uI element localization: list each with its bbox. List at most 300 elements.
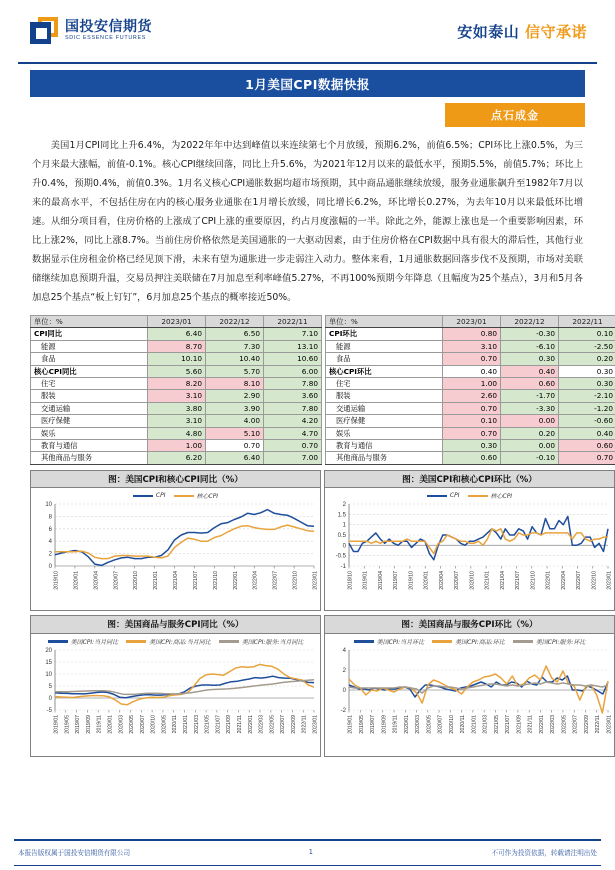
table-row (31, 365, 322, 377)
legend-item (133, 491, 166, 500)
row-value: 4.70 (264, 427, 322, 439)
chart-goods-services-yoy (30, 615, 321, 757)
svg-text:2022/09: 2022/09 (583, 714, 590, 734)
row-value: 4.80 (148, 427, 206, 439)
svg-text:2021/01: 2021/01 (153, 571, 160, 591)
row-value: 3.80 (148, 402, 206, 414)
svg-text:2022/11: 2022/11 (301, 714, 308, 734)
svg-text:2021/07: 2021/07 (515, 571, 522, 591)
table-row (31, 328, 322, 340)
chart-cpi-mom (324, 470, 615, 612)
svg-text:2020/04: 2020/04 (438, 571, 445, 591)
svg-text:2020/07: 2020/07 (454, 571, 461, 591)
svg-text:2020/01: 2020/01 (107, 714, 114, 734)
chart-legend (325, 634, 614, 646)
table-row (31, 402, 322, 414)
table-row (326, 427, 615, 439)
table-row (31, 427, 322, 439)
legend-item (174, 491, 219, 500)
row-value: 0.60 (443, 452, 501, 464)
svg-text:2019/04: 2019/04 (377, 571, 384, 591)
table-row (31, 452, 322, 464)
svg-text:2019/05: 2019/05 (64, 714, 71, 734)
row-value: 3.90 (206, 402, 264, 414)
legend-item (427, 491, 460, 500)
logo-mark-icon (30, 17, 58, 45)
logo-english-name: SDIC ESSENCE FUTURES (65, 35, 147, 41)
report-body-paragraph: 美国1月CPI同比上升6.4%，为2022年年中达到峰值以来连续第七个月放缓，预期6.2%，前值6.5%；CPI环比上涨0.5%，为三个月来最大涨幅，前值-0.1%。核心CPI继续回落，同比上升5.6%，为2021年12月以来的最低水平，预期5.5%，前值5.7%；环比上升0.4%，预期0.4%，前值0.3%。1月名义核心CPI通胀数据均超市场预期，其中商品通胀继续放缓，服务业通胀飙升至1982年7月以来的最高水平，不包括住房在内的核心服务业通胀在1月增长放缓，同比增长6.2%，环比增长0.27%，为去年10月以来最低环比增速。从细分项目看，住房价格的上涨成了CPI上涨的重要原因，约占月度涨幅的一半。除此之外，能源上涨也是一个重要影响因素，环比上涨2%，同比上涨8.7%。当前住房价格依然是美国通胀的一大驱动因素，由于住房价格在CPI数据中具有很大的滞后性，其他行业数据显示住房租金价格已经见顶下滑，未来有望为通胀进一步走弱注入动力。整体来看，1月通胀数据回落步伐不及预期，市场对美联储继续加息预期升温，交易员押注美联储在7月加息至利率峰值5.27%，不再100%预期今年降息（且幅度为25个基点），3月和5月各加息25个基点“板上钉钉”，6月加息25个基点的概率接近50%。 (32, 140, 583, 303)
row-label: 娱乐 (326, 427, 443, 439)
charts-section (30, 470, 613, 757)
svg-text:-2: -2 (340, 707, 346, 714)
row-label: 服装 (326, 390, 443, 402)
svg-text:2020/10: 2020/10 (448, 714, 455, 734)
col-header: 2023/01 (443, 316, 501, 328)
legend-label: 美国CPI:服务:当月同比 (241, 638, 304, 646)
row-label: CPI环比 (326, 328, 443, 340)
legend-swatch-icon (133, 495, 153, 498)
row-value: -2.10 (559, 390, 615, 402)
svg-text:2021/09: 2021/09 (226, 714, 233, 734)
svg-text:2022/07: 2022/07 (576, 571, 583, 591)
svg-text:0: 0 (342, 543, 346, 550)
svg-text:2020/07: 2020/07 (437, 714, 444, 734)
row-value: 6.00 (264, 365, 322, 377)
row-label: 住宅 (31, 378, 148, 390)
chart-svg (31, 500, 320, 600)
row-value: 0.30 (501, 353, 559, 365)
svg-text:2022/03: 2022/03 (258, 714, 265, 734)
svg-text:2020/03: 2020/03 (118, 714, 125, 734)
row-value: 6.50 (206, 328, 264, 340)
svg-text:2022/04: 2022/04 (560, 571, 567, 591)
svg-text:2022/04: 2022/04 (252, 571, 259, 591)
row-value: 5.60 (148, 365, 206, 377)
row-value: -3.30 (501, 402, 559, 414)
legend-swatch-icon (174, 495, 194, 498)
row-value: 7.10 (264, 328, 322, 340)
svg-text:2020/07: 2020/07 (139, 714, 146, 734)
row-value: 8.20 (148, 378, 206, 390)
row-value: 4.00 (206, 415, 264, 427)
legend-swatch-icon (48, 640, 68, 643)
svg-text:2021/10: 2021/10 (530, 571, 537, 591)
row-value: 0.70 (443, 427, 501, 439)
svg-text:2: 2 (48, 551, 52, 558)
row-label: 能源 (31, 340, 148, 352)
legend-label: 美国CPI:商品:环比 (455, 638, 505, 646)
row-label: 娱乐 (31, 427, 148, 439)
svg-text:2020/11: 2020/11 (172, 714, 179, 734)
svg-text:2021/07: 2021/07 (505, 714, 512, 734)
table-row (326, 440, 615, 452)
page-footer (0, 839, 615, 870)
row-label: 教育与通信 (326, 440, 443, 452)
subtitle-tag: 点石成金 (445, 103, 585, 127)
svg-text:2019/10: 2019/10 (53, 571, 60, 591)
row-label: 医疗保健 (326, 415, 443, 427)
row-value: -2.50 (559, 340, 615, 352)
svg-text:-1: -1 (340, 564, 346, 571)
svg-text:2021/10: 2021/10 (212, 571, 219, 591)
row-value: 2.60 (443, 390, 501, 402)
chart-plot (325, 500, 614, 600)
legend-swatch-icon (427, 495, 447, 498)
svg-text:2020/07: 2020/07 (113, 571, 120, 591)
row-value: 7.00 (264, 452, 322, 464)
legend-label: CPI (449, 492, 460, 500)
svg-text:2019/01: 2019/01 (347, 714, 354, 734)
chart-title: 图：美国商品与服务CPI环比（%） (325, 616, 614, 634)
chart-legend (31, 488, 320, 500)
svg-text:4: 4 (342, 647, 346, 654)
svg-text:5: 5 (48, 683, 52, 690)
table-row (31, 340, 322, 352)
svg-text:2: 2 (342, 502, 346, 509)
svg-text:2: 2 (342, 667, 346, 674)
row-label: 核心CPI环比 (326, 365, 443, 377)
svg-text:2019/07: 2019/07 (370, 714, 377, 734)
svg-text:2021/09: 2021/09 (516, 714, 523, 734)
row-label: 食品 (31, 353, 148, 365)
svg-text:2021/04: 2021/04 (499, 571, 506, 591)
svg-text:1.5: 1.5 (337, 512, 346, 519)
legend-swatch-icon (432, 640, 452, 643)
chart-cpi-yoy (30, 470, 321, 612)
table-row (326, 378, 615, 390)
svg-text:2022/07: 2022/07 (572, 714, 579, 734)
chart-series-line (55, 664, 314, 704)
row-value: 5.70 (206, 365, 264, 377)
row-value: -1.70 (501, 390, 559, 402)
row-value: 3.10 (443, 340, 501, 352)
table-row (326, 353, 615, 365)
row-value: 0.70 (206, 440, 264, 452)
row-label: 其他商品与服务 (31, 452, 148, 464)
cpi-mom-table-body (326, 328, 615, 464)
company-logo (30, 17, 152, 45)
header-divider (18, 62, 597, 64)
row-value: 7.80 (264, 378, 322, 390)
row-value: 0.30 (559, 365, 615, 377)
row-value: 0.00 (501, 415, 559, 427)
row-value: 0.30 (443, 440, 501, 452)
report-title-bar: 1月美国CPI数据快报 (30, 70, 585, 97)
unit-label-left: 单位：% (31, 316, 148, 328)
row-value: 0.10 (443, 415, 501, 427)
row-value: 7.80 (264, 402, 322, 414)
row-value: 7.30 (206, 340, 264, 352)
table-row (326, 365, 615, 377)
table-row (31, 415, 322, 427)
row-value: 10.10 (148, 353, 206, 365)
svg-text:0: 0 (48, 564, 52, 571)
legend-label: 美国CPI:当月同比 (70, 638, 119, 646)
svg-text:2021/01: 2021/01 (183, 714, 189, 734)
svg-text:2021/07: 2021/07 (215, 714, 222, 734)
table-header-row (31, 316, 322, 328)
svg-text:2020/10: 2020/10 (133, 571, 140, 591)
row-value: 0.70 (559, 452, 615, 464)
svg-text:2023/01: 2023/01 (312, 571, 319, 591)
svg-text:2022/01: 2022/01 (538, 714, 545, 734)
footer-disclaimer: 不可作为投资依据，转载请注明出处 (491, 848, 597, 857)
svg-text:2022/01: 2022/01 (545, 571, 552, 591)
svg-text:2021/01: 2021/01 (484, 571, 491, 591)
chart-legend (31, 634, 320, 646)
data-tables (30, 315, 613, 465)
svg-text:2022/05: 2022/05 (561, 714, 568, 734)
svg-text:2021/11: 2021/11 (527, 714, 534, 734)
row-value: 0.70 (264, 440, 322, 452)
chart-title: 图：美国商品与服务CPI同比（%） (31, 616, 320, 634)
svg-text:0: 0 (48, 695, 52, 702)
svg-text:2023/01: 2023/01 (606, 714, 613, 734)
svg-text:2022/07: 2022/07 (272, 571, 279, 591)
svg-text:2019/10: 2019/10 (408, 571, 415, 591)
svg-text:2019/05: 2019/05 (358, 714, 365, 734)
table-row (326, 390, 615, 402)
row-value: 6.40 (206, 452, 264, 464)
legend-label: 核心CPI (196, 493, 219, 501)
svg-text:2022/01: 2022/01 (247, 714, 254, 734)
row-label: 其他商品与服务 (326, 452, 443, 464)
svg-text:2020/10: 2020/10 (150, 714, 157, 734)
row-value: 5.10 (206, 427, 264, 439)
chart-series-line (349, 529, 608, 554)
svg-text:2021/04: 2021/04 (173, 571, 180, 591)
svg-text:2022/10: 2022/10 (292, 571, 299, 591)
legend-item (513, 637, 586, 646)
chart-series-line (349, 666, 608, 713)
legend-swatch-icon (354, 640, 374, 643)
row-value: 3.10 (148, 415, 206, 427)
svg-text:2022/11: 2022/11 (595, 714, 602, 734)
row-value: 1.00 (443, 378, 501, 390)
svg-text:2022/10: 2022/10 (591, 571, 598, 591)
footer-divider-bottom (14, 865, 601, 866)
chart-plot (31, 500, 320, 600)
table-row (31, 353, 322, 365)
svg-text:10: 10 (45, 671, 52, 678)
row-value: 8.70 (148, 340, 206, 352)
row-label: 交通运输 (31, 402, 148, 414)
legend-swatch-icon (219, 640, 239, 643)
svg-text:2022/05: 2022/05 (269, 714, 276, 734)
legend-item (354, 637, 425, 646)
row-value: 0.20 (501, 427, 559, 439)
table-row (326, 452, 615, 464)
row-value: 4.20 (264, 415, 322, 427)
table-header-row (326, 316, 615, 328)
row-value: 8.10 (206, 378, 264, 390)
row-label: 服装 (31, 390, 148, 402)
row-value: 0.70 (443, 402, 501, 414)
chart-plot (31, 646, 320, 744)
legend-label: 美国CPI:当月环比 (376, 638, 425, 646)
col-header: 2023/01 (148, 316, 206, 328)
svg-text:2022/09: 2022/09 (290, 714, 297, 734)
legend-swatch-icon (513, 640, 533, 643)
row-label: 教育与通信 (31, 440, 148, 452)
row-label: 交通运输 (326, 402, 443, 414)
legend-label: 美国CPI:服务:环比 (535, 638, 586, 646)
svg-text:2020/01: 2020/01 (423, 571, 430, 591)
svg-text:2020/01: 2020/01 (403, 714, 410, 734)
svg-text:2022/01: 2022/01 (232, 571, 239, 591)
col-header: 2022/12 (206, 316, 264, 328)
table-row (326, 328, 615, 340)
svg-text:2019/11: 2019/11 (392, 714, 399, 734)
table-row (326, 415, 615, 427)
row-label: 住宅 (326, 378, 443, 390)
svg-text:2020/05: 2020/05 (129, 714, 136, 734)
legend-item (219, 637, 304, 646)
header-slogan (457, 21, 587, 42)
table-row (31, 390, 322, 402)
table-row (326, 402, 615, 414)
row-value: 2.90 (206, 390, 264, 402)
logo-chinese-name: 国投安信期货 (65, 19, 152, 36)
svg-text:4: 4 (48, 539, 52, 546)
row-value: 0.40 (443, 365, 501, 377)
table-row (31, 378, 322, 390)
chart-legend (325, 488, 614, 500)
chart-series-line (55, 676, 314, 698)
svg-text:8: 8 (48, 514, 52, 521)
chart-title: 图：美国CPI和核心CPI同比（%） (31, 471, 320, 489)
chart-svg (31, 646, 320, 744)
row-label: 医疗保健 (31, 415, 148, 427)
svg-text:2019/09: 2019/09 (381, 714, 388, 734)
svg-text:2019/11: 2019/11 (96, 714, 103, 734)
row-value: 6.20 (148, 452, 206, 464)
chart-svg (325, 646, 614, 744)
table-row (31, 440, 322, 452)
chart-plot (325, 646, 614, 744)
row-value: -0.10 (501, 452, 559, 464)
row-value: -6.10 (501, 340, 559, 352)
svg-text:2020/11: 2020/11 (460, 714, 467, 734)
svg-text:2021/03: 2021/03 (482, 714, 489, 734)
row-value: 10.40 (206, 353, 264, 365)
page-header (16, 0, 599, 62)
legend-item (126, 637, 211, 646)
legend-label: CPI (155, 492, 166, 500)
svg-text:2020/05: 2020/05 (161, 714, 168, 734)
row-value: 0.80 (443, 328, 501, 340)
svg-text:0: 0 (342, 687, 346, 694)
slogan-part-2: 信守承诺 (524, 22, 587, 41)
unit-label-right: 单位：% (326, 316, 443, 328)
row-value: 0.10 (559, 328, 615, 340)
row-value: 0.30 (559, 378, 615, 390)
svg-text:2019/07: 2019/07 (393, 571, 400, 591)
svg-text:15: 15 (45, 659, 52, 666)
svg-text:2019/01: 2019/01 (362, 571, 369, 591)
svg-text:2021/01: 2021/01 (471, 714, 478, 734)
row-value: 3.60 (264, 390, 322, 402)
legend-item (468, 491, 513, 500)
chart-svg (325, 500, 614, 600)
row-value: 0.70 (443, 353, 501, 365)
svg-text:2022/07: 2022/07 (280, 714, 287, 734)
row-value: -0.60 (559, 415, 615, 427)
svg-text:2021/11: 2021/11 (236, 714, 243, 734)
svg-text:2021/05: 2021/05 (493, 714, 500, 734)
legend-label: 核心CPI (490, 493, 513, 501)
svg-text:-5: -5 (46, 707, 52, 714)
row-label: 核心CPI同比 (31, 365, 148, 377)
row-value: 0.60 (501, 378, 559, 390)
svg-text:2021/03: 2021/03 (193, 714, 200, 734)
svg-text:2020/05: 2020/05 (426, 714, 433, 734)
row-value: 1.00 (148, 440, 206, 452)
legend-item (432, 637, 505, 646)
row-value: 0.40 (501, 365, 559, 377)
row-value: 13.10 (264, 340, 322, 352)
row-value: 3.10 (148, 390, 206, 402)
svg-text:2020/03: 2020/03 (415, 714, 422, 734)
svg-text:0.5: 0.5 (337, 533, 346, 540)
cpi-yoy-table (30, 315, 322, 465)
svg-text:2019/01: 2019/01 (53, 714, 60, 734)
svg-text:2023/01: 2023/01 (312, 714, 319, 734)
slogan-part-1: 安如泰山 (457, 22, 520, 41)
row-value: 0.20 (559, 353, 615, 365)
svg-text:2020/01: 2020/01 (73, 571, 80, 591)
svg-text:-0.5: -0.5 (335, 554, 346, 561)
svg-text:2019/09: 2019/09 (85, 714, 92, 734)
col-header: 2022/11 (559, 316, 615, 328)
row-value: -0.30 (501, 328, 559, 340)
col-header: 2022/12 (501, 316, 559, 328)
svg-text:20: 20 (45, 647, 52, 654)
svg-text:6: 6 (48, 527, 52, 534)
row-label: CPI同比 (31, 328, 148, 340)
row-value: 10.60 (264, 353, 322, 365)
svg-text:10: 10 (45, 502, 52, 509)
legend-swatch-icon (468, 495, 488, 498)
row-value: -1.20 (559, 402, 615, 414)
chart-goods-services-mom (324, 615, 615, 757)
legend-label: 美国CPI:商品:当月同比 (149, 638, 211, 646)
col-header: 2022/11 (264, 316, 322, 328)
footer-page-number: 1 (308, 847, 313, 856)
row-label: 食品 (326, 353, 443, 365)
cpi-mom-table (325, 315, 615, 465)
svg-text:2023/01: 2023/01 (606, 571, 613, 591)
row-value: 0.40 (559, 427, 615, 439)
svg-text:2018/10: 2018/10 (347, 571, 354, 591)
chart-title: 图：美国CPI和核心CPI环比（%） (325, 471, 614, 489)
footer-copyright: 本报告版权属于国投安信期货有限公司 (18, 848, 131, 857)
cpi-yoy-table-body (31, 328, 322, 464)
svg-text:2020/10: 2020/10 (469, 571, 476, 591)
row-value: 0.00 (501, 440, 559, 452)
svg-text:2019/07: 2019/07 (75, 714, 82, 734)
row-value: 0.60 (559, 440, 615, 452)
legend-item (48, 637, 119, 646)
svg-text:2021/05: 2021/05 (204, 714, 211, 734)
svg-text:1: 1 (342, 523, 346, 530)
legend-swatch-icon (126, 640, 146, 643)
row-value: 6.40 (148, 328, 206, 340)
table-row (326, 340, 615, 352)
row-label: 能源 (326, 340, 443, 352)
svg-text:2021/07: 2021/07 (192, 571, 199, 591)
chart-series-line (349, 517, 608, 560)
